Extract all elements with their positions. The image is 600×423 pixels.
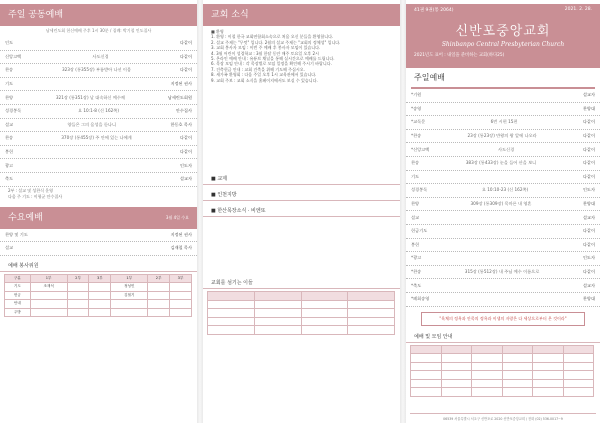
order-row [0,91,197,105]
order-label: 기도 [411,173,420,179]
order-row [406,279,600,293]
worship-order-list [406,89,600,307]
order-label: 인도 [5,40,14,46]
order-row [0,105,197,119]
order-detail: 370장 (통455장) 주 안에 있는 나에게 [61,135,132,141]
order-leader: 찬양대 [582,201,595,207]
table-row [5,300,192,309]
order-leader: 지정된 권사 [170,81,192,87]
order-row [406,252,600,266]
order-leader: 찬양대 [582,296,595,302]
order-label: 축도 [5,176,14,182]
order-label: *찬송 [411,133,422,139]
order-row [0,242,197,256]
section-title-sunday-service: 주일 공동예배 [0,4,197,26]
order-row [0,78,197,92]
order-leader: 남세린도회원 [167,94,192,100]
order-row [0,51,197,65]
order-leader: 다같이 [179,53,192,59]
table-header-cell: 2부 [148,274,170,283]
order-leader: 다같이 [582,241,595,247]
order-leader: 설교자 [179,176,192,182]
order-row [0,119,197,133]
wednesday-date: 3월 4일 수요 [165,214,189,220]
section-title-worship: 주일예배 [414,73,445,82]
wednesday-order-list [0,229,197,256]
table-cell [30,291,67,300]
issue-line [406,4,600,16]
service-subtitle: 남세린도회 헌신예배 주후 1시 30분 / 집례: 박기철 인도집사 [45,28,152,33]
table-row [5,291,192,300]
table-cell [30,300,67,309]
cell-group-title: ■ 한산목장소식 · 비엔또 [203,205,400,217]
order-leader: 설교자 [582,92,595,98]
order-label: 기도 [5,81,14,87]
table-cell [89,308,111,317]
volunteers-table [4,274,192,318]
table-cell [148,308,170,317]
order-row [406,184,600,198]
order-label: *폐회송영 [411,296,430,302]
fellowship-title: ■ 교제 [203,173,400,185]
table-cell: 정성민 [111,283,148,292]
order-row [406,103,600,117]
table-row [5,283,192,292]
note-2: 다음 주 기도 : 이형균 안수집사 [8,193,63,199]
order-row [406,198,600,212]
servants-title: 교회를 섬기는 이들 [203,277,400,289]
table-cell: 기도 [5,283,31,292]
order-row [406,239,600,253]
order-row [406,89,600,103]
table-cell [89,283,111,292]
wednesday-title: 수요예배 [8,212,43,223]
order-detail: 23장 (통23장) 만왕의 왕 앞에 나오라 [467,133,537,139]
scripture-callout: "육체의 정욕과 안목의 정욕과 이생의 자랑은 다 세상으로부터 온 것이라" [421,312,585,326]
order-row [0,229,197,243]
order-leader: 다같이 [582,173,595,179]
order-row [406,225,600,239]
order-label: *기원 [411,92,422,98]
order-row [406,130,600,144]
meetings-table [410,345,594,397]
order-label: *광고 [411,255,422,261]
church-name-english: Shinbanpo Central Presbyterian Church [441,41,565,48]
order-detail: 양들은 그의 음성을 듣나니 [67,121,117,127]
order-detail: 315장 (통512장) 내 주님 예수 이름으로 [464,269,540,275]
order-row [0,159,197,173]
order-row [0,37,197,51]
motto: 2021년도 표어 : 내일을 준비하는 교회(하다25) [414,53,505,58]
order-leader: 다같이 [179,149,192,155]
order-detail: 309장 (통309장) 목마른 내 영혼 [470,201,532,207]
order-detail: 383장 (통433장) 눈을 들어 산을 보니 [465,160,537,166]
table-cell: 조재석 [30,283,67,292]
order-label: 설교 [5,121,14,127]
order-row [406,293,600,307]
table-cell [67,291,89,300]
table-cell [89,291,111,300]
table-header-cell: 1부 [30,274,67,283]
table-header-cell: 3부 [89,274,111,283]
order-leader: 인도자 [582,255,595,261]
order-detail: 요 10:1-8 (신 162쪽) [78,108,119,114]
table-header-cell: 1부 [111,274,148,283]
order-leader: 다같이 [582,160,595,166]
table-cell [170,291,192,300]
incheon-title: ■ 인천지방 [203,189,400,201]
order-row [406,171,600,185]
order-leader: 인도자 [179,162,192,168]
table-cell [67,300,89,309]
order-label: 봉헌 [411,241,420,247]
order-label: *신앙고백 [411,146,430,152]
table-cell: 안내 [5,300,31,309]
order-label: 찬송 [411,160,420,166]
order-leader: 다같이 [582,133,595,139]
order-leader: 지정된 권사 [170,231,192,237]
table-cell: 김철기 [111,291,148,300]
table-cell [67,283,89,292]
order-row [406,157,600,171]
servants-table [207,291,395,335]
table-header-cell: 구분 [5,274,31,283]
table-header-cell: 2부 [67,274,89,283]
order-label: *찬송 [411,269,422,275]
note-1: 2부 : 설교 및 성찬식 운영 [8,187,54,193]
order-label: *송영 [411,105,422,111]
order-row [0,64,197,78]
panel-middle [203,0,400,423]
order-detail: 요 10:10-23 (신 162쪽) [481,187,529,193]
issue-date: 2021. 2. 28. [564,7,592,12]
order-label: 찬송 [5,135,14,141]
order-label: 찬양 및 기도 [5,231,28,237]
order-leader: 다같이 [179,135,192,141]
order-leader: 찬양대 [582,105,595,111]
order-row [406,211,600,225]
table-cell [170,300,192,309]
table-cell [170,283,192,292]
order-leader: 다같이 [179,40,192,46]
footer-address: 06539 서울특별시 서초구 신반포로 2020 신반포중앙교회 / 전화 (02) 536-0017~9 [410,413,596,421]
section-title-wednesday [0,207,197,229]
table-cell [89,300,111,309]
order-row [0,132,197,146]
order-leader: 김재철 목사 [170,245,192,251]
church-header [406,4,600,68]
order-label: 봉헌 [5,149,14,155]
section-title-news: 교회 소식 [203,4,400,26]
order-leader: 다같이 [179,67,192,73]
table-header-row [5,274,192,283]
table-header-cell: 3부 [170,274,192,283]
order-row [406,266,600,280]
order-detail: 321장 (통351장) 날 대속하신 예수께 [55,94,125,100]
order-label: 찬송 [5,67,14,73]
table-cell [111,300,148,309]
order-label: 설교 [5,245,14,251]
news-text: ■ 환영 1. 환영 : 이철 한국 교회연합회소속으로 처음 오신 분들을 환영합니다. 2. 설교 주제는 "무엇" 입니다. 2월의 설교 주제는 "교회의 정체성" 입니다. 3. 교회 봉사자 모임 : 이번 주 예배 후 봉사자 모임이 있습니다. 4. 3월 어린이 성경학교 : 3월 한달 동안 매주 토요일 오후 2시 5. 온라인 예배 안내 : 유튜브 채널을 통해 실시간으로 예배를 드립니다. 6. 목장 모임 안내 : 각 목장별로 모임 일정을 확인해 주시기 바랍니다. 7. 건축헌금 안내 : 교회 건축을 위해 기도해 주십시오. 8. 새가족 환영회 : 다음 주일 오후 1시 교육관에서 있습니다. 9. 교회 주보 : 교회 소식을 홈페이지에서도 보실 수 있습니다. [211,29,341,83]
order-label: 헌금기도 [411,228,428,234]
order-detail: 323장 (통355장) 부름받아 나선 이몸 [61,67,132,73]
table-cell [148,283,170,292]
order-label: 광고 [5,162,14,168]
order-leader: 다같이 [582,228,595,234]
issue-number: 41권 9권(통 2064) [414,8,454,13]
table-cell [148,300,170,309]
order-label: 신앙고백 [5,53,22,59]
volunteers-title: 예배 봉사위원 [0,260,197,272]
order-label: *교독문 [411,119,426,125]
church-name: 신반포중앙교회 [455,24,551,39]
panel-left [0,0,197,423]
order-leader: 안수집사 [175,108,192,114]
order-leader: 다같이 [582,269,595,275]
meetings-title: 예배 및 모임 안내 [406,331,600,343]
order-row [0,173,197,187]
order-row [0,146,197,160]
panel-right [406,0,600,423]
table-cell [170,308,192,317]
order-leader: 설교자 [582,282,595,288]
order-leader: 설교자 [582,214,595,220]
table-cell: 주방 [5,308,31,317]
order-leader: 다같이 [582,146,595,152]
order-leader: 인도자 [582,187,595,193]
table-cell [111,308,148,317]
order-label: 찬양 [411,201,420,207]
order-label: 성경봉독 [411,187,428,193]
order-row [406,143,600,157]
table-body [5,283,192,317]
notes [0,187,197,201]
order-label: 성경봉독 [5,108,22,114]
table-cell [30,308,67,317]
order-label: *축도 [411,282,422,288]
order-row [406,116,600,130]
order-label: 설교 [411,214,420,220]
order-leader: 다같이 [582,119,595,125]
order-leader: 한동호 목사 [170,121,192,127]
table-row [5,308,192,317]
sunday-order-list [0,37,197,187]
order-detail: 사도신경 [497,146,515,152]
table-cell [148,291,170,300]
order-label: 찬양 [5,94,14,100]
order-detail: 6번 시편 15편 [490,119,518,125]
order-detail: 사도신경 [92,53,109,59]
table-cell: 헌금 [5,291,31,300]
table-cell [67,308,89,317]
